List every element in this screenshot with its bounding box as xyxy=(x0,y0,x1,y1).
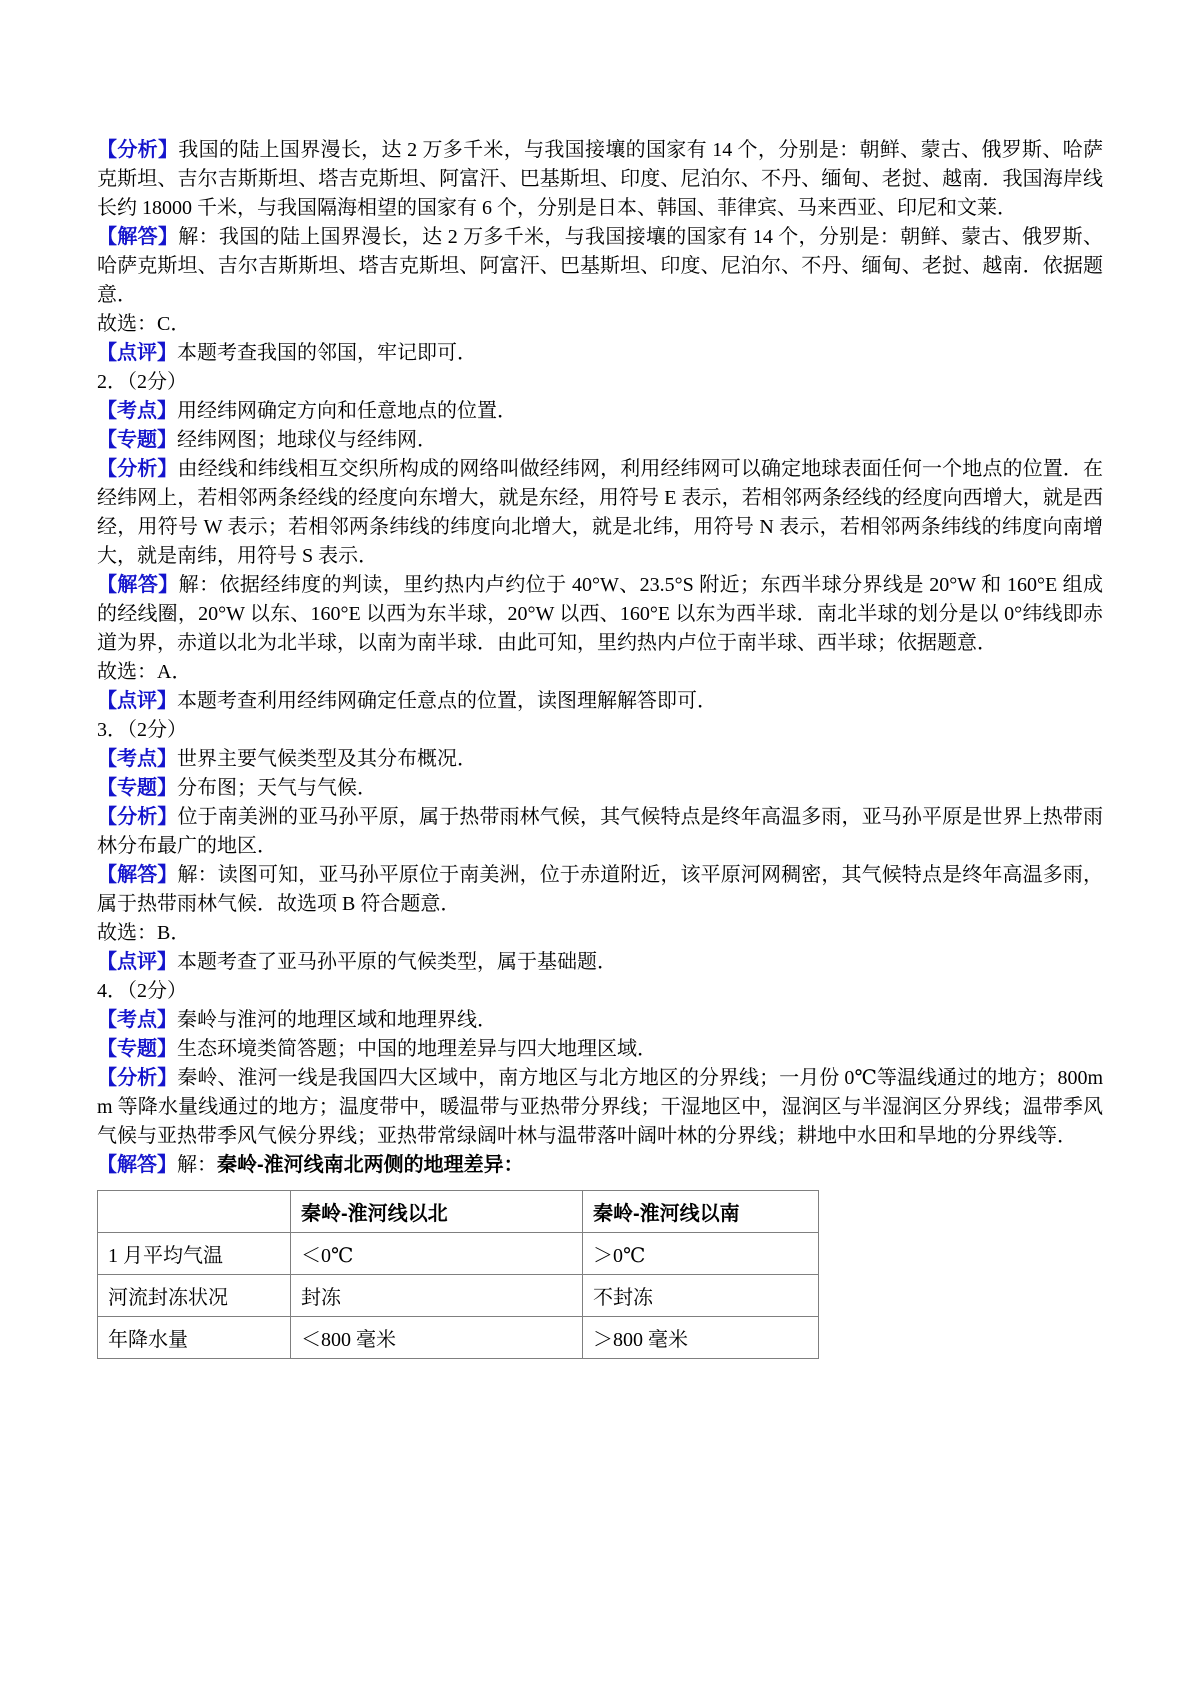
table-header-cell: 秦岭-淮河线以南 xyxy=(583,1191,819,1233)
paragraph-text: 秦岭与淮河的地理区域和地理界线． xyxy=(177,1009,497,1031)
section-tag: 【专题】 xyxy=(97,1038,177,1060)
section-tag: 【点评】 xyxy=(97,690,177,712)
tagged-paragraph xyxy=(97,1151,1103,1180)
section-tag: 【点评】 xyxy=(97,951,177,973)
paragraph-text: 故选：C． xyxy=(97,313,191,335)
tagged-paragraph xyxy=(97,861,1103,919)
paragraph-text: 我国的陆上国界漫长，达 2 万多千米，与我国接壤的国家有 14 个，分别是：朝鲜、蒙古、俄罗斯、哈萨克斯坦、吉尔吉斯斯坦、塔吉克斯坦、阿富汗、巴基斯坦、印度、尼泊尔、不丹、缅甸、老挝、越南．我国海岸线长约 18000 千米，与我国隔海相望的国家有 6 个，分别是日本、韩国、菲律宾、马来西亚、印尼和文莱． xyxy=(97,139,1104,219)
paragraph-text: 故选：A． xyxy=(97,661,192,683)
section-tag: 【分析】 xyxy=(97,1067,178,1089)
paragraph-text: 生态环境类简答题；中国的地理差异与四大地理区域． xyxy=(177,1038,657,1060)
paragraph-text: 分布图；天气与气候． xyxy=(177,777,377,799)
paragraph-text: 3．（2分） xyxy=(97,719,187,741)
paragraph-text: 本题考查利用经纬网确定任意点的位置，读图理解解答即可． xyxy=(177,690,717,712)
tagged-paragraph xyxy=(97,1035,1103,1064)
paragraph-text: 4．（2分） xyxy=(97,980,187,1002)
paragraph-text: 经纬网图；地球仪与经纬网． xyxy=(177,429,437,451)
table-cell: ＞0℃ xyxy=(583,1233,819,1275)
table-cell: 河流封冻状况 xyxy=(98,1275,291,1317)
plain-line xyxy=(97,919,1103,948)
tagged-paragraph xyxy=(97,397,1103,426)
table-cell: ＜0℃ xyxy=(291,1233,583,1275)
paragraph-text: 世界主要气候类型及其分布概况． xyxy=(177,748,477,770)
section-tag: 【解答】 xyxy=(97,226,179,248)
paragraph-text: 本题考查我国的邻国，牢记即可． xyxy=(177,342,477,364)
paragraph-text: 用经纬网确定方向和任意地点的位置． xyxy=(177,400,517,422)
section-tag: 【考点】 xyxy=(97,748,177,770)
tagged-paragraph xyxy=(97,223,1103,310)
tagged-paragraph xyxy=(97,339,1103,368)
tagged-paragraph xyxy=(97,803,1103,861)
table-header-row xyxy=(98,1191,819,1233)
paragraph-text: 解：依据经纬度的判读，里约热内卢约位于 40°W、23.5°S 附近；东西半球分界线是 20°W 和 160°E 组成的经线圈，20°W 以东、160°E 以西为东半球，20°W 以西、160°E 以东为西半球．南北半球的划分是以 0°纬线即赤道为界，赤道以北为北半球，以南为南半球．由此可知，里约热内卢位于南半球、西半球；依据题意． xyxy=(97,574,1104,654)
section-tag: 【分析】 xyxy=(97,139,179,161)
table-cell: 1 月平均气温 xyxy=(98,1233,291,1275)
table-row xyxy=(98,1233,819,1275)
tagged-paragraph xyxy=(97,745,1103,774)
table-row xyxy=(98,1317,819,1359)
plain-line xyxy=(97,368,1103,397)
table-cell: 不封冻 xyxy=(583,1275,819,1317)
tagged-paragraph xyxy=(97,1064,1103,1151)
table-header-cell xyxy=(98,1191,291,1233)
section-tag: 【解答】 xyxy=(97,864,178,886)
section-tag: 【考点】 xyxy=(97,1009,177,1031)
paragraph-text: 故选：B． xyxy=(97,922,191,944)
paragraph-text: 秦岭、淮河一线是我国四大区域中，南方地区与北方地区的分界线；一月份 0℃等温线通过的地方；800mm 等降水量线通过的地方；温度带中，暖温带与亚热带分界线；干湿地区中，湿润区与半湿润区分界线；温带季风气候与亚热带季风气候分界线；亚热带常绿阔叶林与温带落叶阔叶林的分界线；耕地中水田和旱地的分界线等． xyxy=(97,1067,1104,1147)
qinling-huaihe-comparison-table xyxy=(97,1190,819,1359)
paragraph-text: 2．（2分） xyxy=(97,371,187,393)
section-tag: 【解答】 xyxy=(97,1154,177,1176)
plain-line xyxy=(97,716,1103,745)
answer-explanation-content xyxy=(97,136,1103,1180)
bold-text: 秦岭-淮河线南北两侧的地理差异： xyxy=(217,1154,524,1176)
tagged-paragraph xyxy=(97,571,1103,658)
section-tag: 【解答】 xyxy=(97,574,179,596)
tagged-paragraph xyxy=(97,136,1103,223)
paragraph-text: 解：我国的陆上国界漫长，达 2 万多千米，与我国接壤的国家有 14 个，分别是：朝鲜、蒙古、俄罗斯、哈萨克斯坦、吉尔吉斯斯坦、塔吉克斯坦、阿富汗、巴基斯坦、印度、尼泊尔、不丹、缅甸、老挝、越南．依据题意． xyxy=(97,226,1104,306)
section-tag: 【专题】 xyxy=(97,429,177,451)
paragraph-text: 位于南美洲的亚马孙平原，属于热带雨林气候，其气候特点是终年高温多雨，亚马孙平原是世界上热带雨林分布最广的地区． xyxy=(97,806,1104,857)
table-header-cell: 秦岭-淮河线以北 xyxy=(291,1191,583,1233)
tagged-paragraph xyxy=(97,774,1103,803)
tagged-paragraph xyxy=(97,426,1103,455)
plain-line xyxy=(97,310,1103,339)
tagged-paragraph xyxy=(97,455,1103,571)
paragraph-text: 由经线和纬线相互交织所构成的网络叫做经纬网，利用经纬网可以确定地球表面任何一个地点的位置．在经纬网上，若相邻两条经线的经度向东增大，就是东经，用符号 E 表示，若相邻两条经线的经度向西增大，就是西经，用符号 W 表示；若相邻两条纬线的纬度向北增大，就是北纬，用符号 N 表示，若相邻两条纬线的纬度向南增大，就是南纬，用符号 S 表示． xyxy=(97,458,1104,567)
paragraph-text: 解：读图可知，亚马孙平原位于南美洲，位于赤道附近，该平原河网稠密，其气候特点是终年高温多雨，属于热带雨林气候．故选项 B 符合题意． xyxy=(97,864,1104,915)
section-tag: 【分析】 xyxy=(97,458,178,480)
section-tag: 【分析】 xyxy=(97,806,178,828)
section-tag: 【专题】 xyxy=(97,777,177,799)
plain-line xyxy=(97,977,1103,1006)
tagged-paragraph xyxy=(97,948,1103,977)
section-tag: 【点评】 xyxy=(97,342,177,364)
tagged-paragraph xyxy=(97,687,1103,716)
table-cell: ＜800 毫米 xyxy=(291,1317,583,1359)
tagged-paragraph xyxy=(97,1006,1103,1035)
table-row xyxy=(98,1275,819,1317)
plain-line xyxy=(97,658,1103,687)
section-tag: 【考点】 xyxy=(97,400,177,422)
paragraph-text: 解： xyxy=(177,1154,217,1176)
table-cell: ＞800 毫米 xyxy=(583,1317,819,1359)
table-cell: 年降水量 xyxy=(98,1317,291,1359)
paragraph-text: 本题考查了亚马孙平原的气候类型，属于基础题． xyxy=(177,951,617,973)
table-cell: 封冻 xyxy=(291,1275,583,1317)
